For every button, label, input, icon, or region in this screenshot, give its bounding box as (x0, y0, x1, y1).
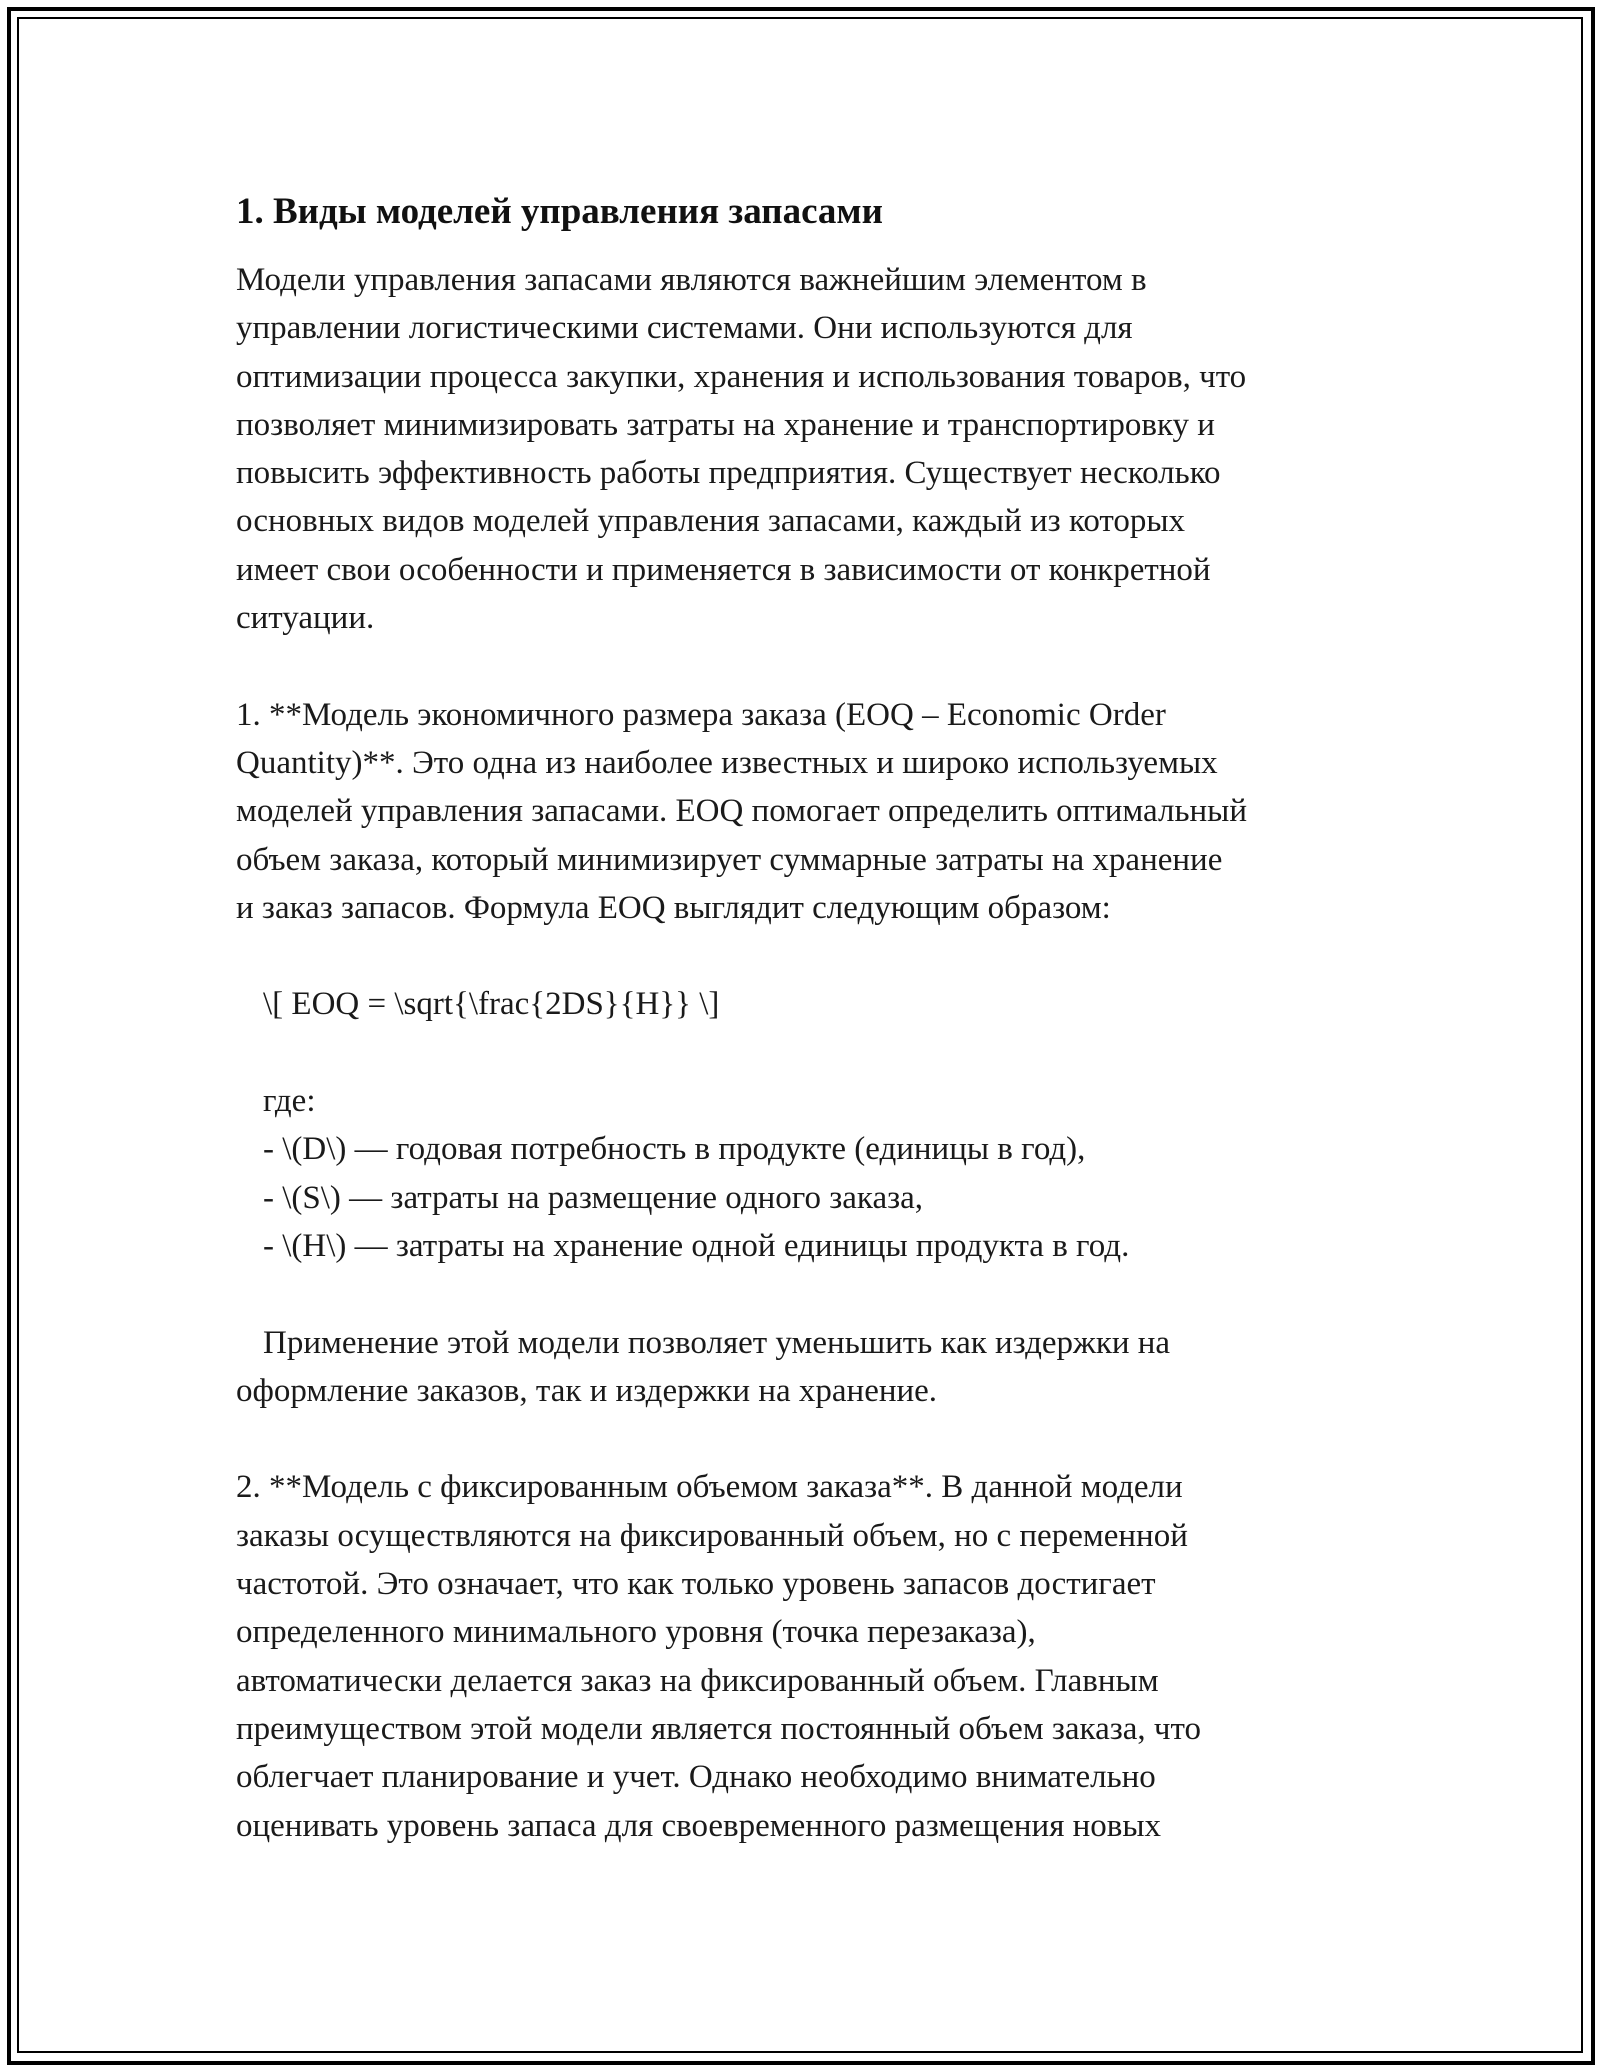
blank-line (236, 932, 1386, 980)
text-line: ситуации. (236, 600, 375, 637)
text-line: заказы осуществляются на фиксированный объем, но с переменной (236, 1517, 1188, 1554)
blank-line (236, 1415, 1386, 1463)
blank-line (236, 1270, 1386, 1318)
text-line: Quantity)**. Это одна из наиболее известных и широко используемых (236, 744, 1218, 781)
blank-line (236, 642, 1386, 690)
text-line: позволяет минимизировать затраты на хранение и транспортировку и (236, 406, 1215, 443)
eoq-formula: \[ EOQ = \sqrt{\frac{2DS}{H}} \] (263, 986, 720, 1023)
legend-item: - \(D\) — годовая потребность в продукте (единицы в год), (263, 1131, 1086, 1168)
section-heading: 1. Виды моделей управления запасами (236, 191, 883, 232)
text-line: управлении логистическими системами. Они используются для (236, 310, 1133, 347)
text-line: и заказ запасов. Формула EOQ выглядит следующим образом: (236, 889, 1111, 926)
text-line: определенного минимального уровня (точка перезаказа), (236, 1614, 1036, 1651)
text-line: оптимизации процесса закупки, хранения и использования товаров, что (236, 358, 1247, 395)
text-line: основных видов моделей управления запасами, каждый из которых (236, 503, 1186, 540)
text-line: 2. **Модель с фиксированным объемом заказа**. В данной модели (236, 1469, 1183, 1506)
text-line: Применение этой модели позволяет уменьшить как издержки на (263, 1324, 1171, 1361)
text-line: частотой. Это означает, что как только уровень запасов достигает (236, 1566, 1156, 1603)
text-line: Модели управления запасами являются важнейшим элементом в (236, 262, 1147, 298)
text-line: моделей управления запасами. EOQ помогает определить оптимальный (236, 793, 1247, 830)
text-line: автоматически делается заказ на фиксированный объем. Главным (236, 1662, 1159, 1699)
text-line: имеет свои особенности и применяется в зависимости от конкретной (236, 551, 1211, 588)
text-line: объем заказа, который минимизирует суммарные затраты на хранение (236, 841, 1223, 878)
blank-line (236, 1029, 1386, 1077)
text-line: оформление заказов, так и издержки на хранение. (236, 1372, 938, 1409)
legend-item: - \(S\) — затраты на размещение одного заказа, (263, 1179, 924, 1216)
text-line: 1. **Модель экономичного размера заказа (EOQ – Economic Order (236, 696, 1166, 733)
eoq-model-paragraph (236, 691, 1386, 932)
intro-paragraph (236, 256, 1386, 642)
application-paragraph (236, 1319, 1386, 1416)
text-line: повысить эффективность работы предприятия. Существует несколько (236, 455, 1221, 492)
text-line: облегчает планирование и учет. Однако необходимо внимательно (236, 1759, 1156, 1796)
formula-legend (236, 1077, 1386, 1270)
text-line: преимуществом этой модели является постоянный объем заказа, что (236, 1710, 1201, 1747)
where-label: где: (263, 1083, 316, 1120)
text-line: оценивать уровень запаса для своевременного размещения новых (236, 1807, 1162, 1844)
document-page (236, 180, 1386, 1850)
legend-item: - \(H\) — затраты на хранение одной единицы продукта в год. (263, 1227, 1130, 1264)
fixed-order-model-paragraph (236, 1463, 1386, 1849)
